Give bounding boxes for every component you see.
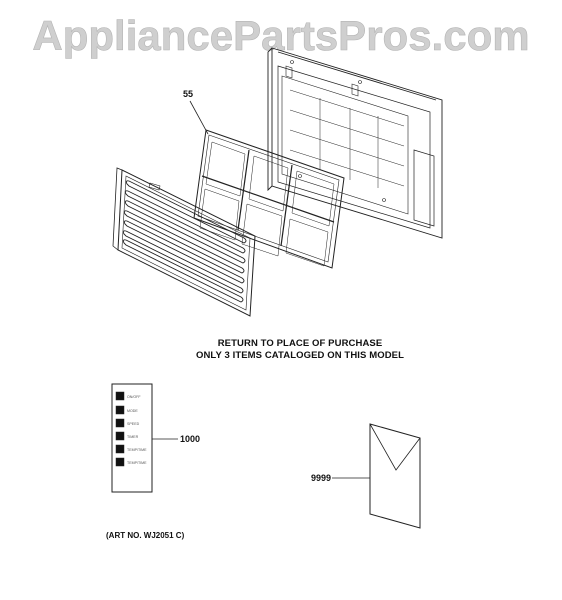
front-frame (268, 48, 442, 238)
control-label-1: ON/OFF (127, 395, 141, 399)
art-number: (ART NO. WJ2051 C) (106, 531, 185, 540)
control-label-3: SPEED (127, 422, 140, 426)
watermark-text: AppliancePartsPros.com (32, 12, 530, 59)
control-label-5: TEMP/TIME (127, 448, 147, 452)
leader-55 (190, 101, 208, 134)
louvered-grille (113, 168, 255, 316)
envelope-part-9999 (370, 424, 420, 528)
control-panel-part-1000 (112, 384, 152, 492)
control-label-2: MODE (127, 409, 138, 413)
callout-1000: 1000 (180, 434, 201, 444)
notice-line-2: ONLY 3 ITEMS CATALOGED ON THIS MODEL (195, 350, 405, 361)
control-label-4: TIMER (127, 435, 139, 439)
callout-55: 55 (183, 89, 194, 99)
filter-part-55 (194, 130, 344, 268)
callout-9999: 9999 (311, 473, 332, 483)
notice-line-1: RETURN TO PLACE OF PURCHASE (217, 338, 383, 349)
control-label-6: TEMP/TIME (127, 461, 147, 465)
